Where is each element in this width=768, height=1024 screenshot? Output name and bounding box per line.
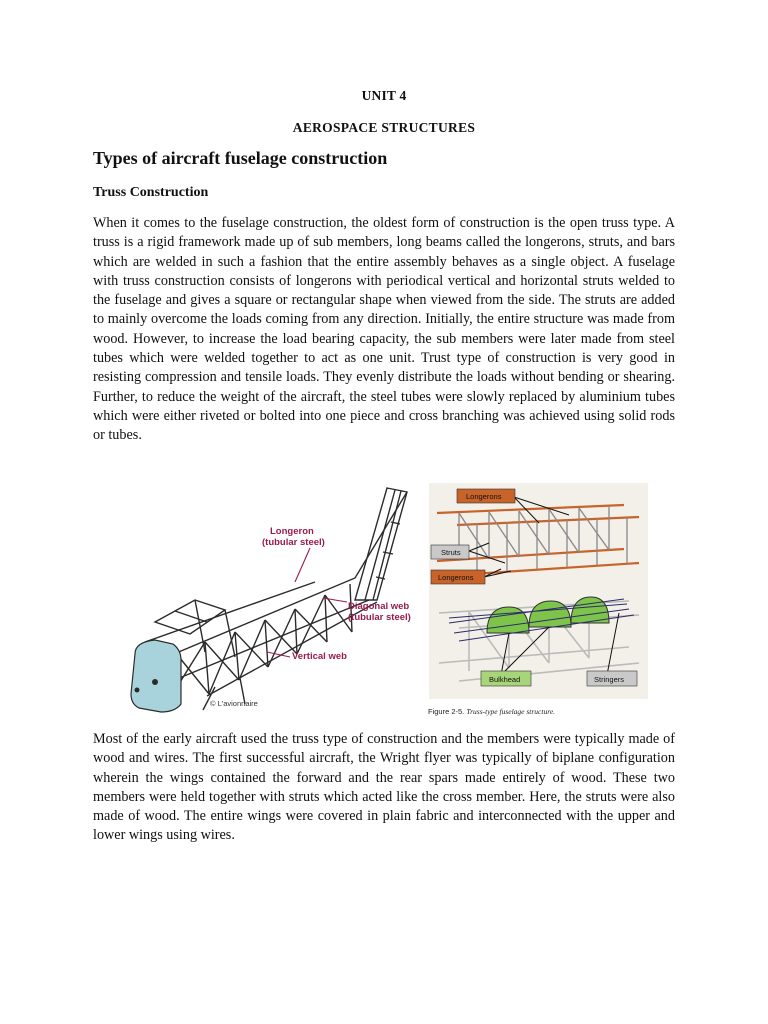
label-longeron: Longeron [270,526,314,537]
label-longerons-top: Longerons [466,492,502,501]
label-vertical-web: Vertical web [292,651,347,662]
label-longeron-material: (tubular steel) [262,537,325,548]
section-subheading: Truss Construction [93,185,209,200]
figure-credit: © L'avionnaire [210,699,258,708]
label-diagonal-web: Diagonal web [348,601,410,612]
truss-members-diagram [429,483,648,699]
label-diagonal-web-material: (tubular steel) [348,612,411,623]
figure-caption [428,707,555,716]
label-stringers: Stringers [594,675,625,684]
cowling-shape [131,640,181,712]
caption-text: Truss-type fuselage structure. [466,707,556,716]
paragraph-early-aircraft: Most of the early aircraft used the truss type of construction and the members were typically made of wood and wires. The first successful aircraft, the Wright flyer was typically of biplane configuration wherein the wings contained the forward and the rear spars made entirely of wood. These two members were held together with struts which acted like the cross member. Here, the struts were also made of wood. The entire wings were covered in plain fabric and interconnected with the upper and lower wings using wires. [93,731,675,844]
paragraph-truss-intro: When it comes to the fuselage construction, the oldest form of construction is the open truss type. A truss is a rigid framework made up of sub members, long beams called the longerons, struts, and bars which are welded in such a fashion that the entire assembly behaves as a single object. A fuselage with truss construction consists of longerons with periodical vertical and horizontal struts welded to the fuselage and gives a square or rectangular shape when viewed from the side. The struts are added to mainly overcome the loads coming from any direction. Initially, the entire structure was made from wood. However, to increase the load bearing capacity, the sub members were later made from steel tubes which were welded together to act as one unit. Trust type of construction is very good in resisting compression and tensile loads. They evenly distribute the loads without bending or shearing. Further, to reduce the weight of the aircraft, the steel tubes were slowly replaced by aluminium tubes which were either riveted or bolted into one piece and cross branching was achieved using solid rods or tubes. [93,215,675,444]
section-heading: Types of aircraft fuselage construction [93,148,388,168]
subject-title: AEROSPACE STRUCTURES [292,120,476,135]
label-struts: Struts [441,548,461,557]
truss-fuselage-illustration [115,482,420,714]
label-bulkhead: Bulkhead [489,675,521,684]
label-longerons-bottom: Longerons [438,573,474,582]
caption-number: Figure 2-5. [428,707,465,716]
unit-title: UNIT 4 [361,88,407,103]
